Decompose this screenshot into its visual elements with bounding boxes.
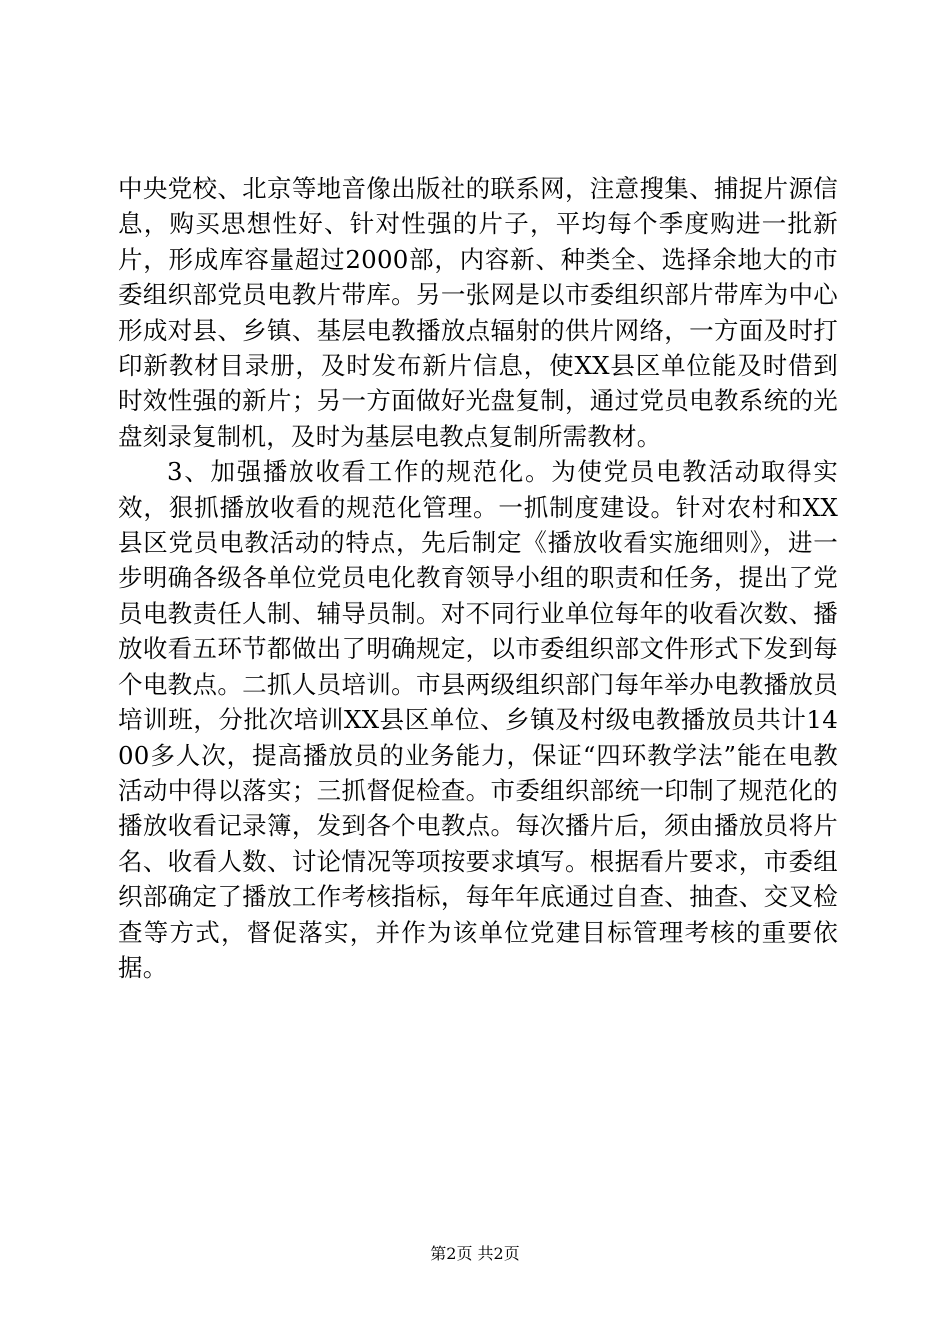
paragraph-continued: 中央党校、北京等地音像出版社的联系网，注意搜集、捕捉片源信息，购买思想性好、针对性强的片子，平均每个季度购进一批新片，形成库容量超过2000部，内容新、种类全、选择余地大的市委组织部党员电教片带库。另一张网是以市委组织部片带库为中心形成对县、乡镇、基层电教播放点辐射的供片网络，一方面及时打印新教材目录册，及时发布新片信息，使XX县区单位能及时借到时效性强的新片；另一方面做好光盘复制，通过党员电教系统的光盘刻录复制机，及时为基层电教点复制所需教材。: [118, 174, 838, 451]
page-footer: 第2页 共2页: [430, 1244, 520, 1263]
paragraph-section-3: 3、加强播放收看工作的规范化。为使党员电教活动取得实效，狠抓播放收看的规范化管理。一抓制度建设。针对农村和XX县区党员电教活动的特点，先后制定《播放收看实施细则》，进一步明确各级各单位党员电化教育领导小组的职责和任务，提出了党员电教责任人制、辅导员制。对不同行业单位每年的收看次数、播放收看五环节都做出了明确规定，以市委组织部文件形式下发到每个电教点。二抓人员培训。市县两级组织部门每年举办电教播放员培训班，分批次培训XX县区单位、乡镇及村级电教播放员共计1400多人次，提高播放员的业务能力，保证“四环教学法”能在电教活动中得以落实；三抓督促检查。市委组织部统一印制了规范化的播放收看记录簿，发到各个电教点。每次播片后，须由播放员将片名、收看人数、讨论情况等项按要求填写。根据看片要求，市委组织部确定了播放工作考核指标，每年年底通过自查、抽查、交叉检查等方式，督促落实，并作为该单位党建目标管理考核的重要依据。: [118, 457, 838, 982]
document-body: [118, 171, 838, 985]
